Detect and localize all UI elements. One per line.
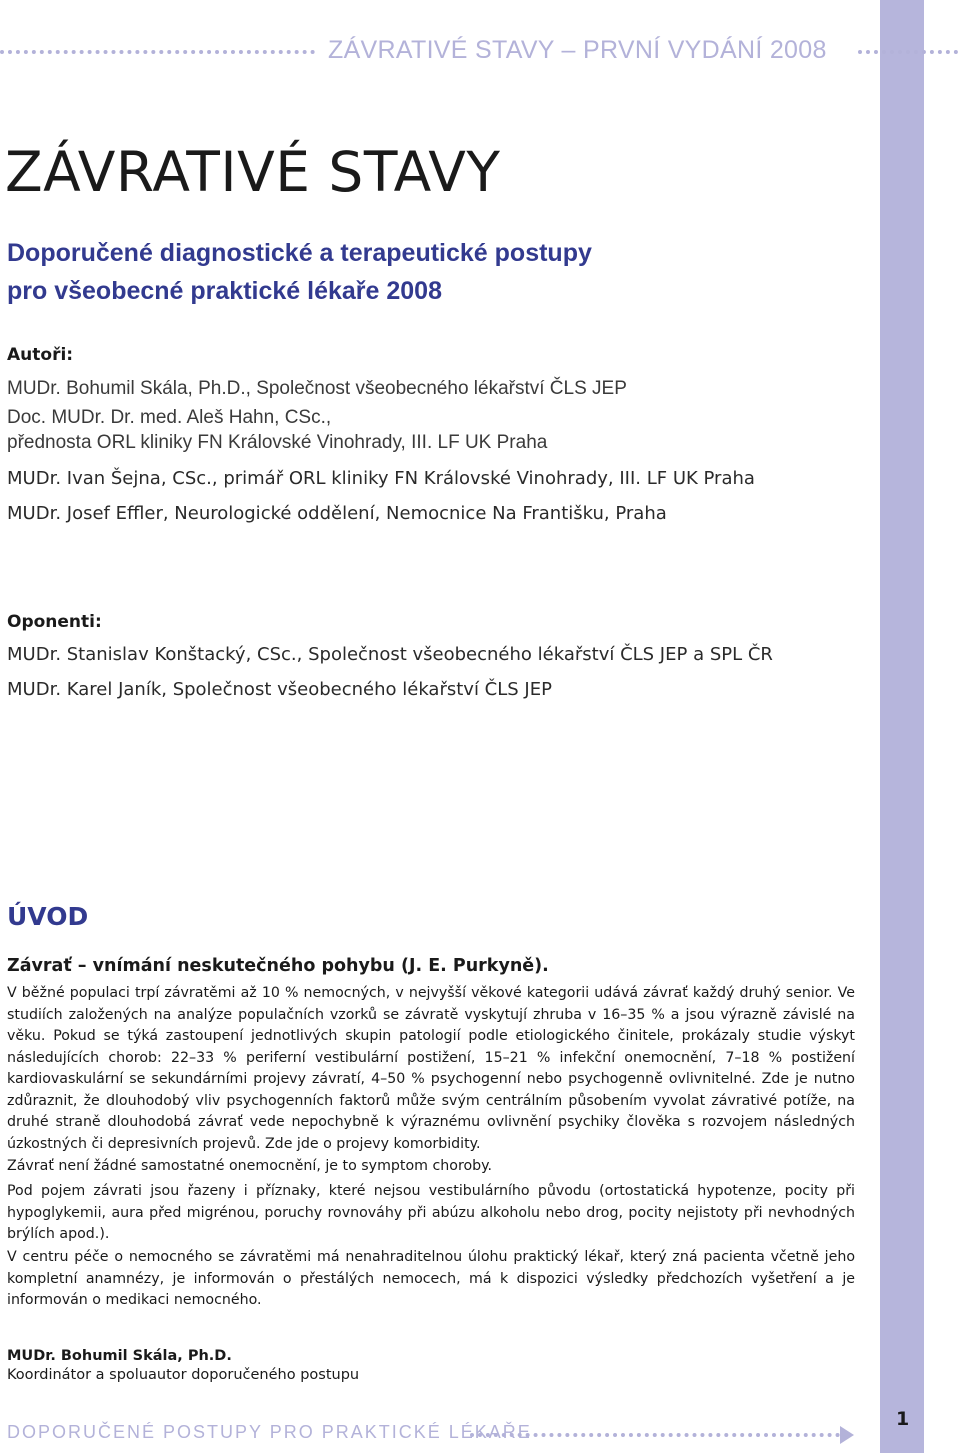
intro-paragraph: Závrať není žádné samostatné onemocnění, je to symptom choroby. (7, 1158, 493, 1174)
subtitle-line-1: Doporučené diagnostické a terapeutické postupy (7, 239, 592, 267)
subtitle-line-2: pro všeobecné praktické lékaře 2008 (7, 277, 442, 305)
opponents-label: Oponenti: (7, 612, 102, 632)
author-line: MUDr. Ivan Šejna, CSc., primář ORL kliniky FN Královské Vinohrady, III. LF UK Praha (7, 468, 755, 489)
header-dots-right (858, 50, 958, 54)
intro-paragraph: V centru péče o nemocného se závratěmi má nenahraditelnou úlohu praktický lékař, který zná pacienta včetně jeho kompletní anamnézy, je informován o přestálých nemocech, má k dispozici výsledky předchozích vyšetření a je informován o medikaci nemocného. (7, 1249, 855, 1308)
intro-subheading: Závrať – vnímání neskutečného pohybu (J. E. Purkyně). (7, 956, 549, 976)
intro-paragraph: V běžné populaci trpí závratěmi až 10 % nemocných, v nejvyšší věkové kategorii udává závrať každý druhý senior. Ve studiích založených na analýze populačních vzorků se závratě vyskytují zhruba v 16–35 % a jsou výrazně závislé na věku. Pokud se týká zastoupení jednotlivých skupin patologií podle etiologického činitele, prokázaly studie výskyt následujících chorob: 22–33 % periferní vestibulární postižení, 15–21 % infekční onemocnění, 7–18 % postižení kardiovaskulární se sekundárními projevy závratí, 4–50 % psychogenní nebo psychogenně ovlivnitelné. Zde je nutno zdůraznit, že dlouhodobý vliv psychogenních faktorů může svým centrálním působením vyvolat závrativé potíže, na druhé straně dlouhodobá závrať vede nepochybně k výraznému ovlivnění psychiky člověka s rozvojem následných úzkostných či depresivních projevů. Zde jde o projevy komorbidity. (7, 985, 855, 1152)
page-title: ZÁVRATIVÉ STAVY (5, 140, 501, 204)
authors-label: Autoři: (7, 345, 74, 365)
arrow-right-icon (840, 1426, 854, 1444)
author-line: přednosta ORL kliniky FN Královské Vinohrady, III. LF UK Praha (7, 432, 548, 453)
opponent-line: MUDr. Karel Janík, Společnost všeobecného lékařství ČLS JEP (7, 679, 552, 700)
intro-heading: ÚVOD (7, 902, 89, 931)
author-line: MUDr. Bohumil Skála, Ph.D., Společnost všeobecného lékařství ČLS JEP (7, 378, 627, 399)
page-number: 1 (896, 1408, 910, 1430)
running-title: ZÁVRATIVÉ STAVY – PRVNÍ VYDÁNÍ 2008 (328, 36, 827, 64)
author-line: MUDr. Josef Effler, Neurologické oddělení, Nemocnice Na Františku, Praha (7, 503, 667, 524)
subtitle (7, 234, 867, 310)
side-band (880, 0, 924, 1453)
opponent-line: MUDr. Stanislav Konštacký, CSc., Společnost všeobecného lékařství ČLS JEP a SPL ČR (7, 644, 773, 665)
intro-paragraph: Pod pojem závrati jsou řazeny i příznaky, které nejsou vestibulárního původu (ortostatická hypotenze, pocity při hypoglykemii, aura před migrénou, poruchy rovnováhy při abúzu alkoholu nebo drog, pocity nejistoty při nevhodných brýlích apod.). (7, 1183, 855, 1242)
signature-role: Koordinátor a spoluautor doporučeného postupu (7, 1367, 360, 1383)
footer-dots (470, 1433, 840, 1437)
footer-series-title: DOPORUČENÉ POSTUPY PRO PRAKTICKÉ LÉKAŘE (7, 1422, 532, 1442)
author-line: Doc. MUDr. Dr. med. Aleš Hahn, CSc., (7, 407, 332, 428)
running-header (0, 30, 960, 70)
header-dots-left (0, 50, 315, 54)
signature-name: MUDr. Bohumil Skála, Ph.D. (7, 1348, 232, 1364)
